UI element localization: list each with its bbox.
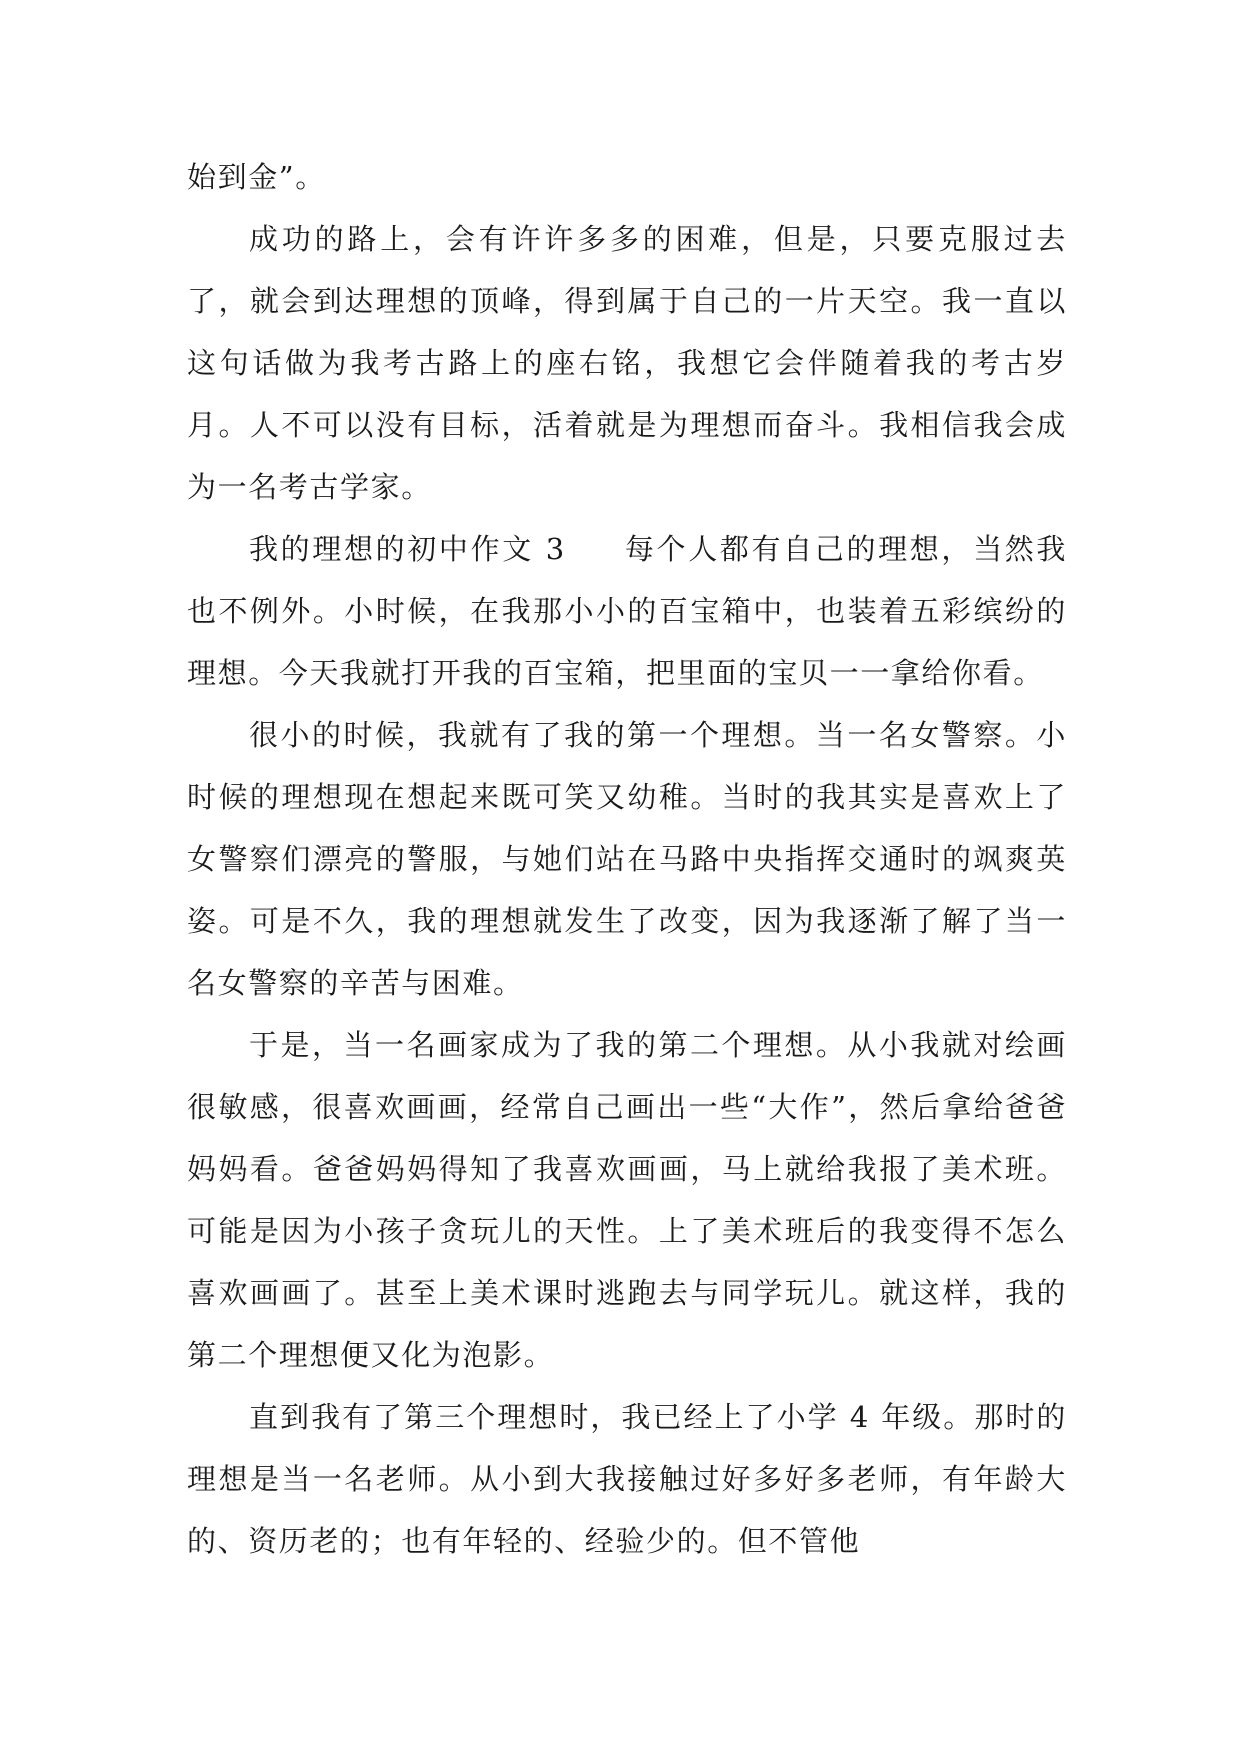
document-body	[187, 146, 1067, 1572]
essay-title: 我的理想的初中作文 3	[249, 532, 566, 566]
essay-opening: 每个人都有自己的理想，当然我也不例外。小时候，在我那小小的百宝箱中，也装着五彩缤纷的理想。今天我就打开我的百宝箱，把里面的宝贝一一拿给你看。	[187, 532, 1067, 690]
paragraph-first-ideal: 很小的时候，我就有了我的第一个理想。当一名女警察。小时候的理想现在想起来既可笑又幼稚。当时的我其实是喜欢上了女警察们漂亮的警服，与她们站在马路中央指挥交通时的飒爽英姿。可是不久，我的理想就发生了改变，因为我逐渐了解了当一名女警察的辛苦与困难。	[187, 718, 1067, 1000]
paragraph-continuation: 始到金”。	[187, 160, 326, 194]
paragraph-success: 成功的路上，会有许许多多的困难，但是，只要克服过去了，就会到达理想的顶峰，得到属于自己的一片天空。我一直以这句话做为我考古路上的座右铭，我想它会伴随着我的考古岁月。人不可以没有目标，活着就是为理想而奋斗。我相信我会成为一名考古学家。	[187, 222, 1067, 504]
paragraph-second-ideal: 于是，当一名画家成为了我的第二个理想。从小我就对绘画很敏感，很喜欢画画，经常自己画出一些“大作”，然后拿给爸爸妈妈看。爸爸妈妈得知了我喜欢画画，马上就给我报了美术班。可能是因为小孩子贪玩儿的天性。上了美术班后的我变得不怎么喜欢画画了。甚至上美术课时逃跑去与同学玩儿。就这样，我的第二个理想便又化为泡影。	[187, 1028, 1067, 1372]
paragraph-essay-3-intro	[187, 518, 1067, 704]
paragraph-third-ideal: 直到我有了第三个理想时，我已经上了小学 4 年级。那时的理想是当一名老师。从小到大我接触过好多好多老师，有年龄大的、资历老的；也有年轻的、经验少的。但不管他	[187, 1400, 1067, 1558]
